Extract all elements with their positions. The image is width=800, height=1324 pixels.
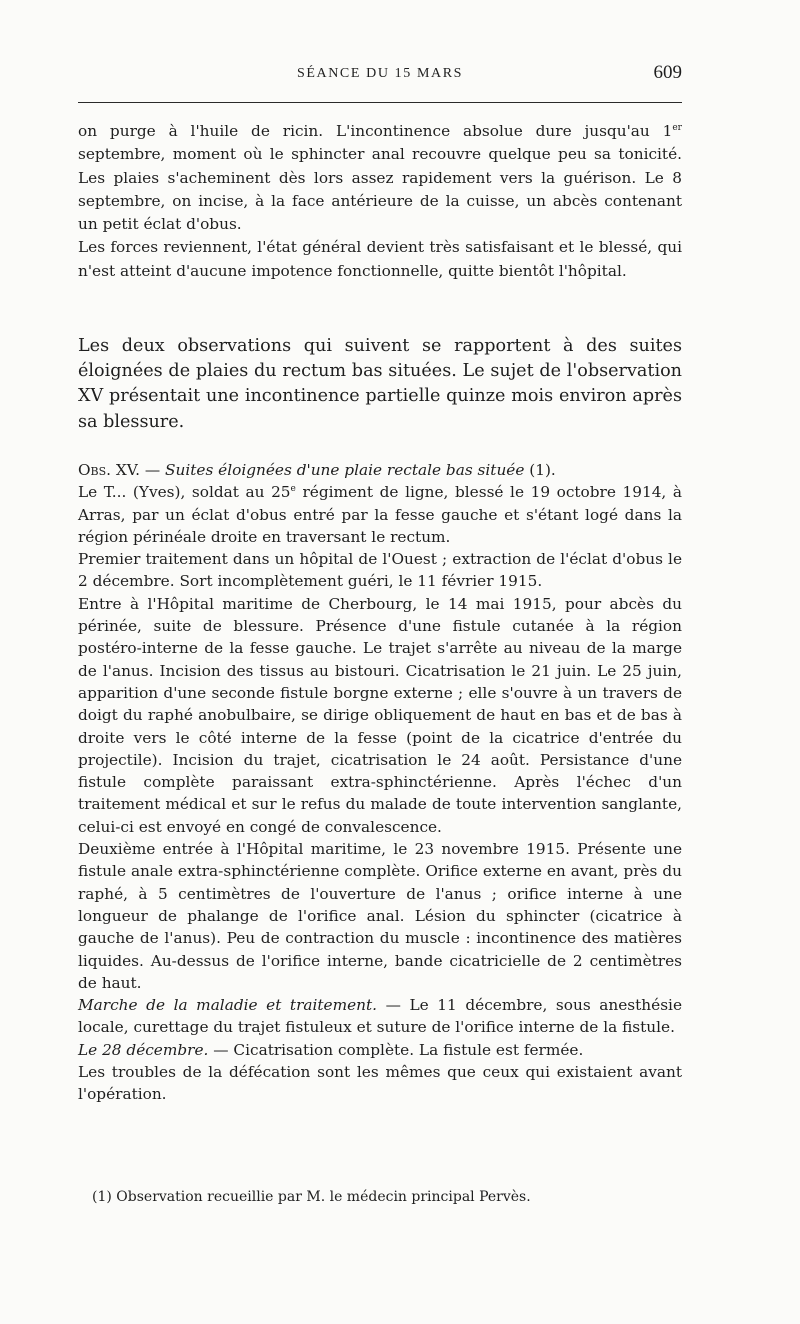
italic-label: Le 28 décembre. — [78, 1040, 209, 1059]
observation-title: Suites éloignées d'une plaie rectale bas située — [165, 461, 525, 479]
text-span: septembre, moment où le sphincter anal recouvre quelque peu sa tonicité. Les plaies s'acheminent dès lors assez rapidement vers la guérison. Le 8 septembre, on incise, à la face antérieure de la cuisse, un abcès contenant un petit éclat d'obus. — [78, 145, 682, 234]
running-header — [78, 62, 682, 92]
paragraph-purge — [78, 120, 682, 236]
text-span: régiment de ligne, blessé le 19 octobre 1914, à Arras, par un éclat d'obus entré par la fesse gauche et s'étant logé dans la région périnéale droite en traversant le rectum. — [78, 483, 682, 546]
observation-label: Obs. XV. — [78, 461, 141, 479]
continued-text-block — [78, 120, 682, 283]
paragraph-troubles: Les troubles de la défécation sont les mêmes que ceux qui existaient avant l'opération. — [78, 1063, 682, 1104]
italic-label: Marche de la maladie et traitement. — [78, 996, 378, 1015]
paragraph-deuxieme-entree: Deuxième entrée à l'Hôpital maritime, le 23 novembre 1915. Présente une fistule anale extra-sphinctérienne complète. Orifice externe en avant, près du raphé, à 5 centimètres de l'ouverture de l'anus ; orifice interne à une longueur de phalange de l'orifice anal. Lésion du sphincter (cicatrice à gauche de l'anus). Peu de contraction du muscle : incontinence des matières liquides. Au-dessus de l'orifice interne, bande cicatricielle de 2 centimètres de haut. — [78, 840, 682, 992]
paragraph-premier-traitement: Premier traitement dans un hôpital de l'Ouest ; extraction de l'éclat d'obus le 2 décembre. Sort incomplètement guéri, le 11 février 1915. — [78, 550, 682, 591]
page-number: 609 — [653, 62, 682, 83]
observation-heading — [78, 459, 682, 481]
text-span: — — [140, 461, 166, 479]
paragraph-entree-cherbourg: Entre à l'Hôpital maritime de Cherbourg, le 14 mai 1915, pour abcès du périnée, suite de blessure. Présence d'une fistule cutanée à la région postéro-interne de la fesse gauche. Le trajet s'arrête au niveau de la marge de l'anus. Incision des tissus au bistouri. Cicatrisation le 21 juin. Le 25 juin, apparition d'une seconde fistule borgne externe ; elle s'ouvre à un travers de doigt du raphé anobulbaire, se dirige obliquement de haut en bas et de bas à droite vers le côté interne de la fesse (point de la cicatrice d'entrée du projectile). Incision du trajet, cicatrisation le 24 août. Persistance d'une fistule complète paraissant extra-sphinctérienne. Après l'échec d'un traitement médical et sur le refus du malade de toute intervention sanglante, celui-ci est envoyé en congé de convalescence. — [78, 594, 682, 836]
text-span: — Cicatrisation complète. La fistule est fermée. — [208, 1040, 584, 1059]
paragraph-patient — [78, 481, 682, 548]
paragraph-observations-intro: Les deux observations qui suivent se rapportent à des suites éloignées de plaies du rectum bas situées. Le sujet de l'observation XV présentait une incontinence partielle quinze mois environ après sa blessure. — [78, 336, 682, 432]
footnote-ref: (1). — [524, 461, 556, 479]
paragraph-marche — [78, 994, 682, 1039]
header-rule — [78, 102, 682, 103]
intro-text-block — [78, 334, 682, 435]
superscript: e — [290, 484, 296, 495]
text-span: on purge à l'huile de ricin. L'incontinence absolue dure jusqu'au 1 — [78, 122, 673, 140]
text-span: Le T... (Yves), soldat au 25 — [78, 483, 291, 502]
running-title: SÉANCE DU 15 MARS — [296, 66, 464, 81]
paragraph-le-28 — [78, 1039, 682, 1061]
superscript: er — [672, 123, 682, 133]
paragraph-forces: Les forces reviennent, l'état général devient très satisfaisant et le blessé, qui n'est atteint d'aucune impotence fonctionnelle, quitte bientôt l'hôpital. — [78, 238, 682, 280]
observation-xv-block — [78, 459, 682, 1106]
footnote: (1) Observation recueillie par M. le médecin principal Pervès. — [92, 1189, 531, 1205]
text-span: — Le 11 décembre, sous anesthésie locale, curettage du trajet fistuleux et suture de l'orifice interne de la fistule. — [78, 996, 682, 1037]
